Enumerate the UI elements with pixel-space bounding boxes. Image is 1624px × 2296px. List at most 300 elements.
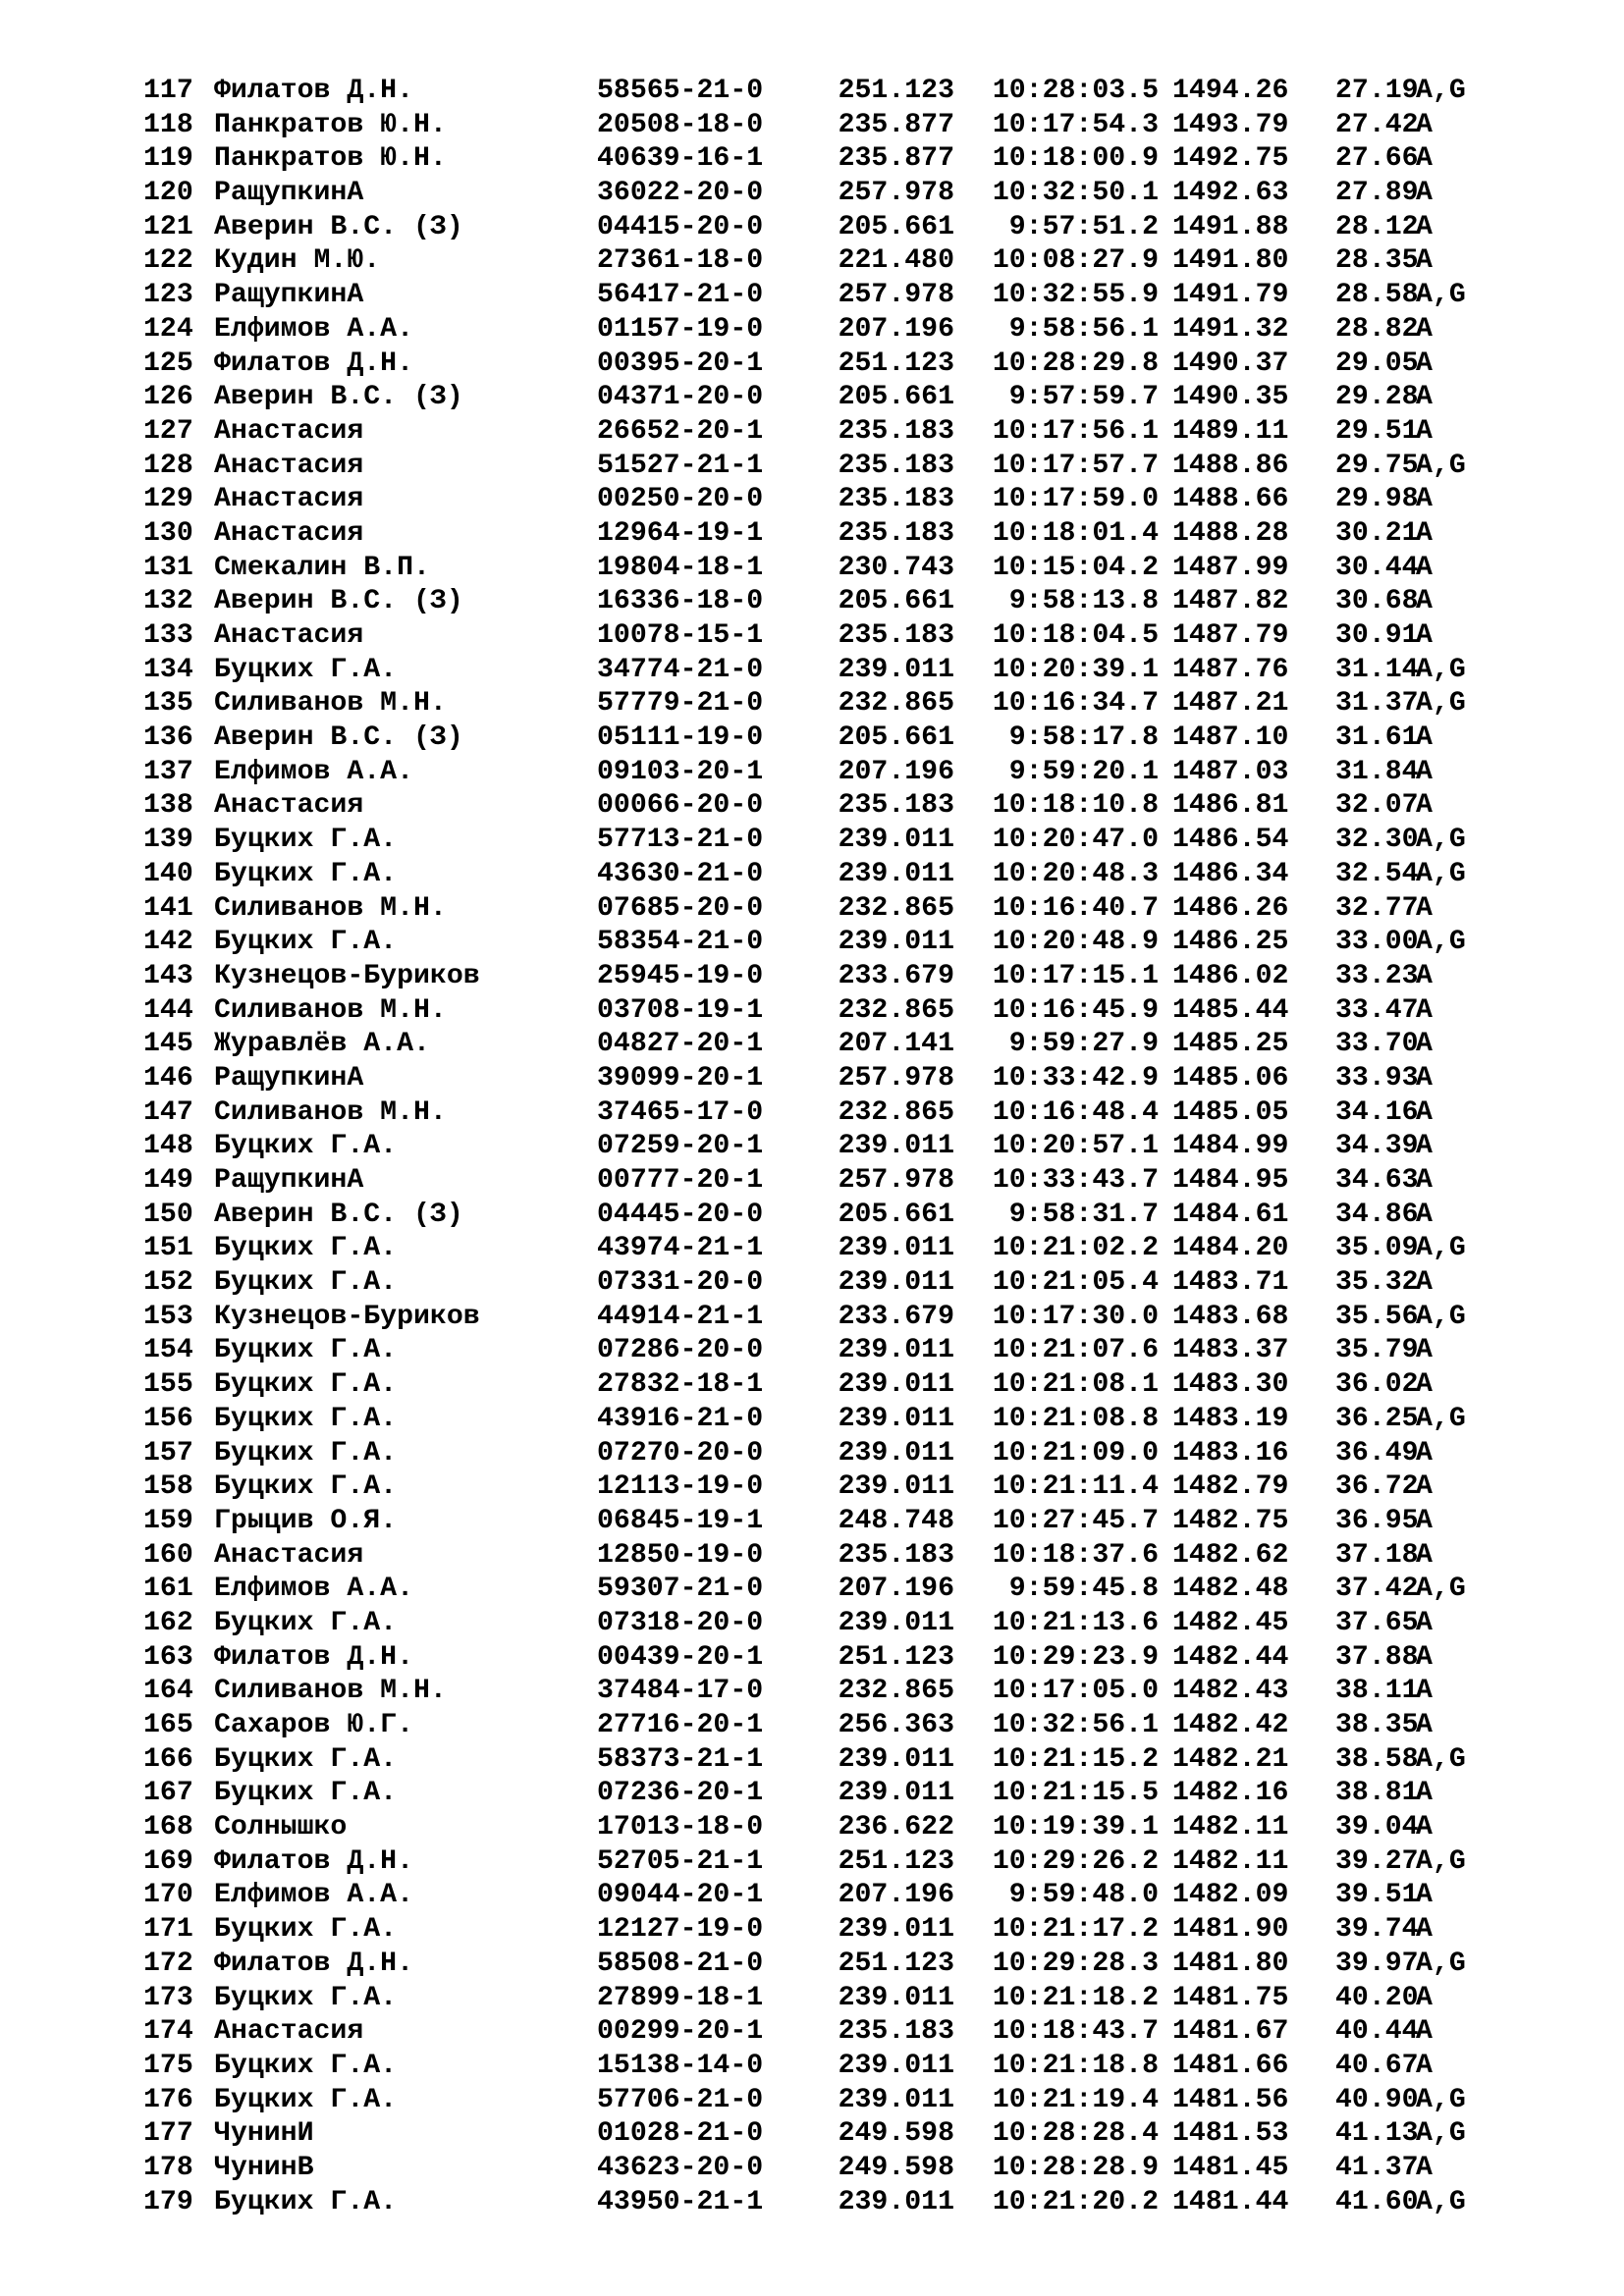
rank-cell: 150 (143, 1199, 193, 1230)
name-cell: Буцких Г.А. (214, 1437, 398, 1468)
distance-cell: 235.183 (838, 517, 954, 549)
name-cell: Буцких Г.А. (214, 825, 398, 856)
speed-cell: 1484.61 (1172, 1199, 1289, 1230)
name-cell: Панкратов Ю.Н. (214, 109, 447, 140)
name-cell: Анастасия (214, 415, 364, 447)
rank-cell: 147 (143, 1096, 193, 1128)
arrival-time-cell: 10:29:23.9 (992, 1641, 1159, 1673)
distance-cell: 235.183 (838, 450, 954, 481)
name-cell: Елфимов А.А. (214, 1880, 413, 1911)
rank-cell: 121 (143, 211, 193, 242)
percent-cell: 31.37 (1335, 688, 1419, 720)
speed-cell: 1483.16 (1172, 1437, 1289, 1468)
arrival-time-cell: 10:17:56.1 (992, 415, 1159, 447)
rank-cell: 124 (143, 313, 193, 345)
distance-cell: 239.011 (838, 1335, 954, 1366)
speed-cell: 1484.99 (1172, 1131, 1289, 1162)
rank-cell: 138 (143, 790, 193, 822)
arrival-time-cell: 10:18:00.9 (992, 143, 1159, 175)
speed-cell: 1487.21 (1172, 688, 1289, 720)
percent-cell: 29.05 (1335, 347, 1419, 379)
percent-cell: 30.21 (1335, 517, 1419, 549)
ring-id-cell: 51527-21-1 (597, 450, 764, 481)
flag-cell: A (1416, 722, 1433, 754)
speed-cell: 1482.44 (1172, 1641, 1289, 1673)
ring-id-cell: 09044-20-1 (597, 1880, 764, 1911)
arrival-time-cell: 10:18:43.7 (992, 2016, 1159, 2048)
arrival-time-cell: 10:21:09.0 (992, 1437, 1159, 1468)
name-cell: Буцких Г.А. (214, 1778, 398, 1809)
distance-cell: 239.011 (838, 1778, 954, 1809)
percent-cell: 40.67 (1335, 2050, 1419, 2081)
name-cell: Аверин В.С. (З) (214, 586, 463, 617)
ring-id-cell: 00066-20-0 (597, 790, 764, 822)
rank-cell: 177 (143, 2118, 193, 2150)
arrival-time-cell: 10:19:39.1 (992, 1812, 1159, 1843)
percent-cell: 33.93 (1335, 1062, 1419, 1094)
speed-cell: 1481.45 (1172, 2152, 1289, 2183)
arrival-time-cell: 9:59:45.8 (1008, 1574, 1159, 1605)
ring-id-cell: 04827-20-1 (597, 1029, 764, 1060)
arrival-time-cell: 10:29:26.2 (992, 1845, 1159, 1877)
rank-cell: 159 (143, 1505, 193, 1536)
ring-id-cell: 04371-20-0 (597, 382, 764, 413)
rank-cell: 174 (143, 2016, 193, 2048)
name-cell: Грыцив О.Я. (214, 1505, 398, 1536)
name-cell: Анастасия (214, 1539, 364, 1571)
percent-cell: 29.98 (1335, 484, 1419, 515)
flag-cell: A (1416, 245, 1433, 277)
name-cell: Буцких Г.А. (214, 1131, 398, 1162)
rank-cell: 117 (143, 76, 193, 106)
ring-id-cell: 01157-19-0 (597, 313, 764, 345)
arrival-time-cell: 10:33:42.9 (992, 1062, 1159, 1094)
name-cell: Журавлёв А.А. (214, 1029, 430, 1060)
distance-cell: 235.183 (838, 620, 954, 651)
percent-cell: 34.63 (1335, 1165, 1419, 1196)
speed-cell: 1481.66 (1172, 2050, 1289, 2081)
flag-cell: A,G (1416, 825, 1466, 856)
distance-cell: 239.011 (838, 1437, 954, 1468)
flag-cell: A (1416, 1812, 1433, 1843)
name-cell: Елфимов А.А. (214, 756, 413, 787)
arrival-time-cell: 10:21:19.4 (992, 2084, 1159, 2115)
ring-id-cell: 01028-21-0 (597, 2118, 764, 2150)
flag-cell: A,G (1416, 1301, 1466, 1332)
distance-cell: 239.011 (838, 1403, 954, 1434)
rank-cell: 175 (143, 2050, 193, 2081)
name-cell: Буцких Г.А. (214, 654, 398, 685)
distance-cell: 251.123 (838, 1641, 954, 1673)
distance-cell: 257.978 (838, 178, 954, 209)
name-cell: Аверин В.С. (З) (214, 722, 463, 754)
distance-cell: 207.196 (838, 1880, 954, 1911)
arrival-time-cell: 10:32:56.1 (992, 1710, 1159, 1740)
percent-cell: 39.51 (1335, 1880, 1419, 1911)
speed-cell: 1486.34 (1172, 858, 1289, 889)
arrival-time-cell: 10:17:57.7 (992, 450, 1159, 481)
rank-cell: 125 (143, 347, 193, 379)
arrival-time-cell: 10:32:55.9 (992, 280, 1159, 311)
speed-cell: 1483.19 (1172, 1403, 1289, 1434)
rank-cell: 176 (143, 2084, 193, 2115)
speed-cell: 1486.81 (1172, 790, 1289, 822)
ring-id-cell: 00395-20-1 (597, 347, 764, 379)
speed-cell: 1488.28 (1172, 517, 1289, 549)
rank-cell: 164 (143, 1676, 193, 1707)
percent-cell: 39.04 (1335, 1812, 1419, 1843)
percent-cell: 36.95 (1335, 1505, 1419, 1536)
flag-cell: A (1416, 1267, 1433, 1299)
speed-cell: 1487.82 (1172, 586, 1289, 617)
rank-cell: 158 (143, 1471, 193, 1503)
name-cell: ЧунинВ (214, 2152, 314, 2183)
flag-cell: A (1416, 143, 1433, 175)
name-cell: Кузнецов-Буриков (214, 1301, 480, 1332)
percent-cell: 36.49 (1335, 1437, 1419, 1468)
ring-id-cell: 57779-21-0 (597, 688, 764, 720)
percent-cell: 39.27 (1335, 1845, 1419, 1877)
flag-cell: A (1416, 1165, 1433, 1196)
distance-cell: 233.679 (838, 960, 954, 991)
name-cell: Филатов Д.Н. (214, 1845, 413, 1877)
speed-cell: 1487.10 (1172, 722, 1289, 754)
ring-id-cell: 26652-20-1 (597, 415, 764, 447)
distance-cell: 207.141 (838, 1029, 954, 1060)
rank-cell: 161 (143, 1574, 193, 1605)
rank-cell: 172 (143, 1948, 193, 1979)
flag-cell: A (1416, 415, 1433, 447)
ring-id-cell: 57706-21-0 (597, 2084, 764, 2115)
name-cell: Буцких Г.А. (214, 2084, 398, 2115)
ring-id-cell: 12127-19-0 (597, 1914, 764, 1946)
arrival-time-cell: 10:21:07.6 (992, 1335, 1159, 1366)
arrival-time-cell: 10:21:08.8 (992, 1403, 1159, 1434)
flag-cell: A (1416, 2152, 1433, 2183)
distance-cell: 236.622 (838, 1812, 954, 1843)
speed-cell: 1481.75 (1172, 1982, 1289, 2013)
flag-cell: A (1416, 756, 1433, 787)
arrival-time-cell: 10:28:29.8 (992, 347, 1159, 379)
flag-cell: A (1416, 620, 1433, 651)
arrival-time-cell: 10:29:28.3 (992, 1948, 1159, 1979)
arrival-time-cell: 10:20:39.1 (992, 654, 1159, 685)
distance-cell: 207.196 (838, 1574, 954, 1605)
distance-cell: 239.011 (838, 654, 954, 685)
percent-cell: 35.32 (1335, 1267, 1419, 1299)
arrival-time-cell: 10:20:47.0 (992, 825, 1159, 856)
name-cell: Силиванов М.Н. (214, 1096, 447, 1128)
ring-id-cell: 16336-18-0 (597, 586, 764, 617)
name-cell: Буцких Г.А. (214, 1369, 398, 1401)
distance-cell: 205.661 (838, 586, 954, 617)
rank-cell: 123 (143, 280, 193, 311)
distance-cell: 251.123 (838, 1948, 954, 1979)
percent-cell: 34.86 (1335, 1199, 1419, 1230)
rank-cell: 166 (143, 1743, 193, 1775)
name-cell: Филатов Д.Н. (214, 1641, 413, 1673)
ring-id-cell: 43623-20-0 (597, 2152, 764, 2183)
speed-cell: 1487.76 (1172, 654, 1289, 685)
name-cell: Панкратов Ю.Н. (214, 143, 447, 175)
percent-cell: 40.90 (1335, 2084, 1419, 2115)
flag-cell: A (1416, 1778, 1433, 1809)
distance-cell: 232.865 (838, 994, 954, 1026)
arrival-time-cell: 10:20:57.1 (992, 1131, 1159, 1162)
arrival-time-cell: 10:21:08.1 (992, 1369, 1159, 1401)
flag-cell: A (1416, 1471, 1433, 1503)
flag-cell: A (1416, 960, 1433, 991)
name-cell: Анастасия (214, 790, 364, 822)
name-cell: Буцких Г.А. (214, 1607, 398, 1638)
ring-id-cell: 15138-14-0 (597, 2050, 764, 2081)
distance-cell: 235.183 (838, 790, 954, 822)
name-cell: Филатов Д.Н. (214, 1948, 413, 1979)
flag-cell: A,G (1416, 927, 1466, 958)
distance-cell: 239.011 (838, 1267, 954, 1299)
name-cell: Анастасия (214, 620, 364, 651)
distance-cell: 207.196 (838, 313, 954, 345)
flag-cell: A (1416, 109, 1433, 140)
flag-cell: A,G (1416, 1845, 1466, 1877)
arrival-time-cell: 9:58:56.1 (1008, 313, 1159, 345)
rank-cell: 131 (143, 552, 193, 583)
speed-cell: 1485.05 (1172, 1096, 1289, 1128)
speed-cell: 1482.42 (1172, 1710, 1289, 1740)
distance-cell: 205.661 (838, 211, 954, 242)
speed-cell: 1482.48 (1172, 1574, 1289, 1605)
flag-cell: A (1416, 994, 1433, 1026)
rank-cell: 152 (143, 1267, 193, 1299)
distance-cell: 233.679 (838, 1301, 954, 1332)
arrival-time-cell: 10:18:04.5 (992, 620, 1159, 651)
flag-cell: A,G (1416, 1948, 1466, 1979)
name-cell: Анастасия (214, 517, 364, 549)
rank-cell: 128 (143, 450, 193, 481)
rank-cell: 139 (143, 825, 193, 856)
flag-cell: A (1416, 790, 1433, 822)
name-cell: Елфимов А.А. (214, 1574, 413, 1605)
name-cell: ЧунинИ (214, 2118, 314, 2150)
name-cell: Силиванов М.Н. (214, 892, 447, 924)
ring-id-cell: 12113-19-0 (597, 1471, 764, 1503)
distance-cell: 207.196 (838, 756, 954, 787)
distance-cell: 257.978 (838, 1062, 954, 1094)
speed-cell: 1486.02 (1172, 960, 1289, 991)
percent-cell: 33.70 (1335, 1029, 1419, 1060)
ring-id-cell: 19804-18-1 (597, 552, 764, 583)
rank-cell: 146 (143, 1062, 193, 1094)
distance-cell: 205.661 (838, 382, 954, 413)
speed-cell: 1482.43 (1172, 1676, 1289, 1707)
distance-cell: 232.865 (838, 1676, 954, 1707)
distance-cell: 239.011 (838, 1233, 954, 1264)
percent-cell: 40.20 (1335, 1982, 1419, 2013)
rank-cell: 157 (143, 1437, 193, 1468)
rank-cell: 151 (143, 1233, 193, 1264)
rank-cell: 118 (143, 109, 193, 140)
flag-cell: A,G (1416, 280, 1466, 311)
flag-cell: A (1416, 1029, 1433, 1060)
ring-id-cell: 10078-15-1 (597, 620, 764, 651)
rank-cell: 136 (143, 722, 193, 754)
arrival-time-cell: 10:17:30.0 (992, 1301, 1159, 1332)
speed-cell: 1484.20 (1172, 1233, 1289, 1264)
flag-cell: A,G (1416, 2084, 1466, 2115)
ring-id-cell: 09103-20-1 (597, 756, 764, 787)
rank-cell: 134 (143, 654, 193, 685)
arrival-time-cell: 10:20:48.3 (992, 858, 1159, 889)
name-cell: Анастасия (214, 2016, 364, 2048)
speed-cell: 1491.32 (1172, 313, 1289, 345)
name-cell: Анастасия (214, 450, 364, 481)
ring-id-cell: 57713-21-0 (597, 825, 764, 856)
distance-cell: 248.748 (838, 1505, 954, 1536)
speed-cell: 1486.25 (1172, 927, 1289, 958)
rank-cell: 168 (143, 1812, 193, 1843)
name-cell: Елфимов А.А. (214, 313, 413, 345)
arrival-time-cell: 10:16:34.7 (992, 688, 1159, 720)
rank-cell: 153 (143, 1301, 193, 1332)
speed-cell: 1481.56 (1172, 2084, 1289, 2115)
percent-cell: 38.35 (1335, 1710, 1419, 1740)
name-cell: Аверин В.С. (З) (214, 1199, 463, 1230)
percent-cell: 38.11 (1335, 1676, 1419, 1707)
percent-cell: 37.42 (1335, 1574, 1419, 1605)
percent-cell: 31.14 (1335, 654, 1419, 685)
ring-id-cell: 12850-19-0 (597, 1539, 764, 1571)
rank-cell: 144 (143, 994, 193, 1026)
name-cell: Буцких Г.А. (214, 1403, 398, 1434)
arrival-time-cell: 10:28:28.4 (992, 2118, 1159, 2150)
arrival-time-cell: 10:21:11.4 (992, 1471, 1159, 1503)
arrival-time-cell: 10:21:17.2 (992, 1914, 1159, 1946)
ring-id-cell: 25945-19-0 (597, 960, 764, 991)
rank-cell: 154 (143, 1335, 193, 1366)
ring-id-cell: 56417-21-0 (597, 280, 764, 311)
distance-cell: 235.183 (838, 2016, 954, 2048)
flag-cell: A (1416, 347, 1433, 379)
rank-cell: 149 (143, 1165, 193, 1196)
speed-cell: 1483.30 (1172, 1369, 1289, 1401)
rank-cell: 127 (143, 415, 193, 447)
ring-id-cell: 43916-21-0 (597, 1403, 764, 1434)
arrival-time-cell: 10:32:50.1 (992, 178, 1159, 209)
rank-cell: 132 (143, 586, 193, 617)
arrival-time-cell: 10:21:18.8 (992, 2050, 1159, 2081)
name-cell: РащупкинА (214, 1165, 364, 1196)
percent-cell: 30.91 (1335, 620, 1419, 651)
ring-id-cell: 00250-20-0 (597, 484, 764, 515)
percent-cell: 38.81 (1335, 1778, 1419, 1809)
percent-cell: 33.47 (1335, 994, 1419, 1026)
distance-cell: 239.011 (838, 927, 954, 958)
rank-cell: 162 (143, 1607, 193, 1638)
rank-cell: 130 (143, 517, 193, 549)
arrival-time-cell: 10:21:20.2 (992, 2186, 1159, 2217)
ring-id-cell: 58373-21-1 (597, 1743, 764, 1775)
flag-cell: A (1416, 1505, 1433, 1536)
ring-id-cell: 43630-21-0 (597, 858, 764, 889)
name-cell: Буцких Г.А. (214, 1471, 398, 1503)
distance-cell: 251.123 (838, 347, 954, 379)
percent-cell: 39.97 (1335, 1948, 1419, 1979)
flag-cell: A (1416, 211, 1433, 242)
distance-cell: 239.011 (838, 2084, 954, 2115)
name-cell: Кузнецов-Буриков (214, 960, 480, 991)
ring-id-cell: 20508-18-0 (597, 109, 764, 140)
rank-cell: 178 (143, 2152, 193, 2183)
name-cell: РащупкинА (214, 178, 364, 209)
distance-cell: 235.183 (838, 484, 954, 515)
speed-cell: 1487.99 (1172, 552, 1289, 583)
ring-id-cell: 40639-16-1 (597, 143, 764, 175)
ring-id-cell: 07685-20-0 (597, 892, 764, 924)
speed-cell: 1481.67 (1172, 2016, 1289, 2048)
ring-id-cell: 43950-21-1 (597, 2186, 764, 2217)
rank-cell: 119 (143, 143, 193, 175)
flag-cell: A,G (1416, 654, 1466, 685)
rank-cell: 171 (143, 1914, 193, 1946)
name-cell: Буцких Г.А. (214, 1982, 398, 2013)
percent-cell: 32.77 (1335, 892, 1419, 924)
rank-cell: 165 (143, 1710, 193, 1740)
speed-cell: 1483.37 (1172, 1335, 1289, 1366)
name-cell: Буцких Г.А. (214, 1335, 398, 1366)
distance-cell: 232.865 (838, 688, 954, 720)
arrival-time-cell: 10:08:27.9 (992, 245, 1159, 277)
arrival-time-cell: 9:57:59.7 (1008, 382, 1159, 413)
percent-cell: 29.28 (1335, 382, 1419, 413)
flag-cell: A,G (1416, 76, 1466, 106)
speed-cell: 1481.53 (1172, 2118, 1289, 2150)
percent-cell: 33.00 (1335, 927, 1419, 958)
arrival-time-cell: 9:58:31.7 (1008, 1199, 1159, 1230)
distance-cell: 249.598 (838, 2152, 954, 2183)
rank-cell: 167 (143, 1778, 193, 1809)
arrival-time-cell: 10:21:15.5 (992, 1778, 1159, 1809)
percent-cell: 35.79 (1335, 1335, 1419, 1366)
arrival-time-cell: 9:59:27.9 (1008, 1029, 1159, 1060)
flag-cell: A (1416, 1539, 1433, 1571)
speed-cell: 1492.63 (1172, 178, 1289, 209)
flag-cell: A (1416, 1369, 1433, 1401)
ring-id-cell: 27832-18-1 (597, 1369, 764, 1401)
ring-id-cell: 12964-19-1 (597, 517, 764, 549)
speed-cell: 1485.25 (1172, 1029, 1289, 1060)
distance-cell: 232.865 (838, 892, 954, 924)
percent-cell: 28.82 (1335, 313, 1419, 345)
speed-cell: 1488.86 (1172, 450, 1289, 481)
percent-cell: 37.18 (1335, 1539, 1419, 1571)
distance-cell: 232.865 (838, 1096, 954, 1128)
speed-cell: 1493.79 (1172, 109, 1289, 140)
ring-id-cell: 07259-20-1 (597, 1131, 764, 1162)
rank-cell: 179 (143, 2186, 193, 2217)
ring-id-cell: 04445-20-0 (597, 1199, 764, 1230)
rank-cell: 156 (143, 1403, 193, 1434)
ring-id-cell: 07331-20-0 (597, 1267, 764, 1299)
percent-cell: 33.23 (1335, 960, 1419, 991)
speed-cell: 1494.26 (1172, 76, 1289, 106)
ring-id-cell: 44914-21-1 (597, 1301, 764, 1332)
speed-cell: 1491.80 (1172, 245, 1289, 277)
ring-id-cell: 07236-20-1 (597, 1778, 764, 1809)
percent-cell: 41.13 (1335, 2118, 1419, 2150)
flag-cell: A (1416, 382, 1433, 413)
name-cell: Филатов Д.Н. (214, 347, 413, 379)
distance-cell: 256.363 (838, 1710, 954, 1740)
